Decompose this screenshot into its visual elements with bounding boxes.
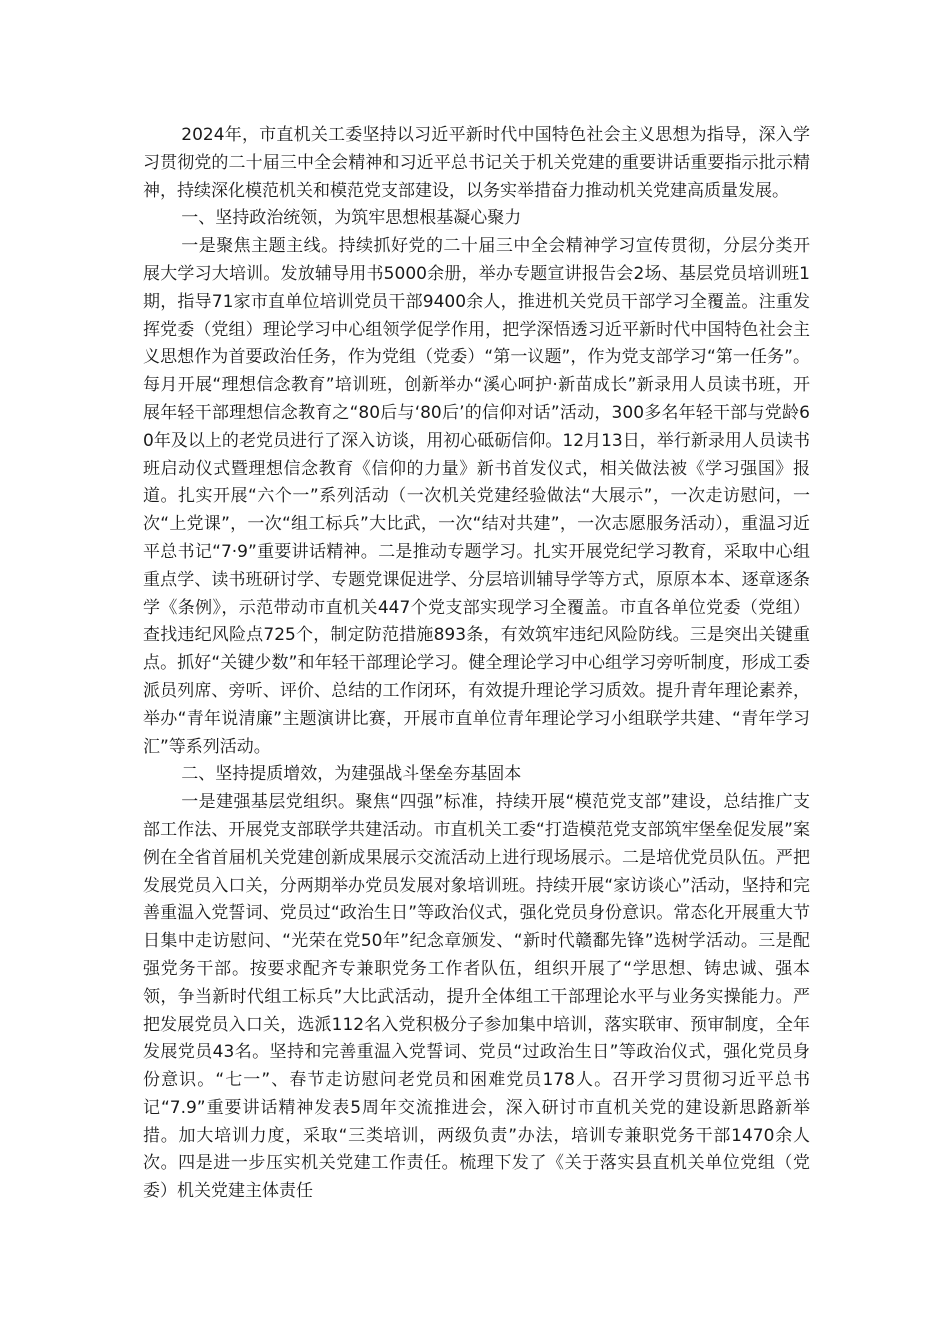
intro-paragraph: 2024年，市直机关工委坚持以习近平新时代中国特色社会主义思想为指导，深入学习贯彻党的二十届三中全会精神和习近平总书记关于机关党建的重要讲话重要指示批示精神，持续深化模范机关和模范党支部建设，以务实举措奋力推动机关党建高质量发展。 bbox=[143, 125, 810, 201]
section-1-paragraph: 一是聚焦主题主线。持续抓好党的二十届三中全会精神学习宣传贯彻，分层分类开展大学习大培训。发放辅导用书5000余册，举办专题宣讲报告会2场、基层党员培训班1期，指导71家市直单位培训党员干部9400余人，推进机关党员干部学习全覆盖。注重发挥党委（党组）理论学习中心组领学促学作用，把学深悟透习近平新时代中国特色社会主义思想作为首要政治任务，作为党组（党委）“第一议题”，作为党支部学习“第一任务”。每月开展“理想信念教育”培训班，创新举办“溪心呵护·新苗成长”新录用人员读书班，开展年轻干部理想信念教育之“80后与‘80后’的信仰对话”活动，300多名年轻干部与党龄60年及以上的老党员进行了深入访谈，用初心砥砺信仰。12月13日，举行新录用人员读书班启动仪式暨理想信念教育《信仰的力量》新书首发仪式，相关做法被《学习强国》报道。扎实开展“六个一”系列活动（一次机关党建经验做法“大展示”，一次走访慰问，一次“上党课”，一次“组工标兵”大比武，一次“结对共建”，一次志愿服务活动），重温习近平总书记“7·9”重要讲话精神。二是推动专题学习。扎实开展党纪学习教育，采取中心组重点学、读书班研讨学、专题党课促进学、分层培训辅导学等方式，原原本本、逐章逐条学《条例》，示范带动市直机关447个党支部实现学习全覆盖。市直各单位党委（党组）查找违纪风险点725个，制定防范措施893条，有效筑牢违纪风险防线。三是突出关键重点。抓好“关键少数”和年轻干部理论学习。健全理论学习中心组学习旁听制度，形成工委派员列席、旁听、评价、总结的工作闭环，有效提升理论学习质效。提升青年理论素养，举办“青年说清廉”主题演讲比赛，开展市直单位青年理论学习小组联学共建、“青年学习汇”等系列活动。 bbox=[143, 236, 810, 757]
section-2-paragraph: 一是建强基层党组织。聚焦“四强”标准，持续开展“模范党支部”建设，总结推广支部工作法、开展党支部联学共建活动。市直机关工委“打造模范党支部筑牢堡垒促发展”案例在全省首届机关党建创新成果展示交流活动上进行现场展示。二是培优党员队伍。严把发展党员入口关，分两期举办党员发展对象培训班。持续开展“家访谈心”活动，坚持和完善重温入党誓词、党员过“政治生日”等政治仪式，强化党员身份意识。常态化开展重大节日集中走访慰问、“光荣在党50年”纪念章颁发、“新时代赣鄱先锋”选树学活动。三是配强党务干部。按要求配齐专兼职党务工作者队伍，组织开展了“学思想、铸忠诚、强本领，争当新时代组工标兵”大比武活动，提升全体组工干部理论水平与业务实操能力。严把发展党员入口关，选派112名入党积极分子参加集中培训，落实联审、预审制度，全年发展党员43名。坚持和完善重温入党誓词、党员“过政治生日”等政治仪式，强化党员身份意识。“七一”、春节走访慰问老党员和困难党员178人。召开学习贯彻习近平总书记“7.9”重要讲话精神发表5周年交流推进会，深入研讨市直机关党的建设新思路新举措。加大培训力度，采取“三类培训，两级负责”办法，培训专兼职党务干部1470余人次。四是进一步压实机关党建工作责任。梳理下发了《关于落实县直机关单位党组（党委）机关党建主体责任 bbox=[143, 792, 810, 1202]
section-heading-1: 一、坚持政治统领，为筑牢思想根基凝心聚力 bbox=[181, 208, 522, 229]
document-body bbox=[143, 122, 810, 1206]
section-heading-2: 二、坚持提质增效，为建强战斗堡垒夯基固本 bbox=[181, 764, 522, 785]
